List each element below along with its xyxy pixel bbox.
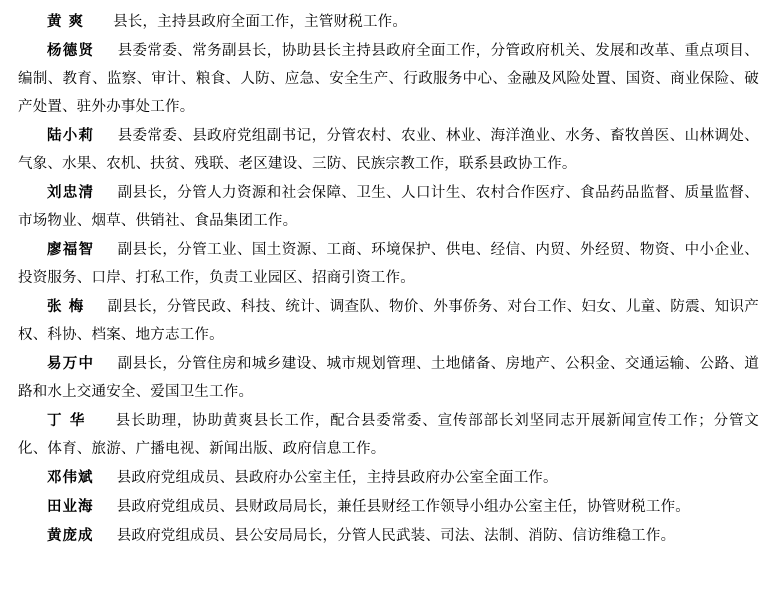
leader-name: 丁 华 bbox=[47, 413, 86, 430]
leader-entry bbox=[18, 37, 759, 122]
leader-duties-text: 县政府党组成员、县公安局局长，分管人民武装、司法、法制、消防、信访维稳工作。 bbox=[116, 527, 676, 544]
leader-entry bbox=[18, 236, 759, 293]
leader-name: 刘忠清 bbox=[47, 185, 95, 202]
leader-entry bbox=[18, 464, 759, 492]
leader-name: 邓伟斌 bbox=[47, 470, 94, 487]
leader-name: 廖福智 bbox=[47, 242, 95, 259]
leader-entry bbox=[18, 8, 759, 36]
leader-name: 杨德贤 bbox=[47, 42, 95, 59]
leader-name: 田业海 bbox=[47, 499, 94, 516]
leader-entry bbox=[18, 522, 759, 550]
leader-name: 陆小莉 bbox=[47, 128, 95, 145]
leader-duties-text: 副县长，分管人力资源和社会保障、卫生、人口计生、农村合作医疗、食品药品监督、质量监督、市场物业、烟草、供销社、食品集团工作。 bbox=[18, 185, 759, 230]
leader-name: 易万中 bbox=[47, 356, 95, 373]
leader-duties-text: 县政府党组成员、县政府办公室主任，主持县政府办公室全面工作。 bbox=[116, 470, 558, 487]
leader-duties-text: 县政府党组成员、县财政局局长，兼任县财经工作领导小组办公室主任，协管财税工作。 bbox=[116, 499, 690, 516]
leader-duties-text: 副县长，分管工业、国土资源、工商、环境保护、供电、经信、内贸、外经贸、物资、中小企业、投资服务、口岸、打私工作，负责工业园区、招商引资工作。 bbox=[18, 242, 759, 287]
leader-duties-text: 县委常委、常务副县长，协助县长主持县政府全面工作，分管政府机关、发展和改革、重点项目、编制、教育、监察、审计、粮食、人防、应急、安全生产、行政服务中心、金融及风险处置、国资、商业保险、破产处置、驻外办事处工作。 bbox=[18, 42, 759, 116]
leader-duties-text: 县委常委、县政府党组副书记，分管农村、农业、林业、海洋渔业、水务、畜牧兽医、山林调处、气象、水果、农机、扶贫、残联、老区建设、三防、民族宗教工作，联系县政协工作。 bbox=[18, 128, 759, 173]
leader-entry bbox=[18, 122, 759, 179]
leader-entry bbox=[18, 493, 759, 521]
leader-duties-text: 县长，主持县政府全面工作，主管财税工作。 bbox=[113, 14, 408, 30]
leader-entry bbox=[18, 293, 759, 350]
leader-name: 张 梅 bbox=[47, 299, 85, 316]
leader-name: 黄庞成 bbox=[47, 527, 94, 544]
leader-name: 黄 爽 bbox=[47, 14, 85, 30]
leader-duties-text: 副县长，分管民政、科技、统计、调查队、物价、外事侨务、对台工作、妇女、儿童、防震、知识产权、科协、档案、地方志工作。 bbox=[18, 299, 759, 344]
leader-entry bbox=[18, 407, 759, 464]
leader-duties-text: 县长助理，协助黄爽县长工作，配合县委常委、宣传部部长刘坚同志开展新闻宣传工作；分管文化、体育、旅游、广播电视、新闻出版、政府信息工作。 bbox=[18, 413, 759, 458]
leader-entry bbox=[18, 350, 759, 407]
leader-duties-text: 副县长，分管住房和城乡建设、城市规划管理、土地储备、房地产、公积金、交通运输、公路、道路和水上交通安全、爱国卫生工作。 bbox=[18, 356, 759, 401]
leader-entry bbox=[18, 179, 759, 236]
